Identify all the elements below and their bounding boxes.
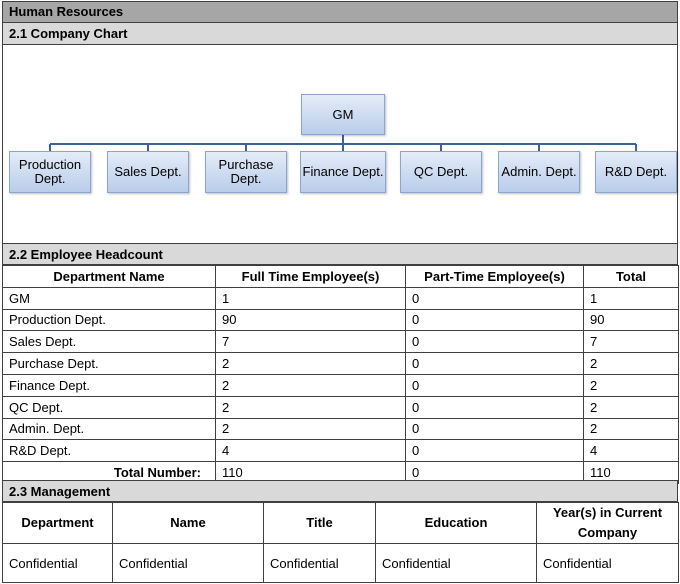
headcount-table [2, 265, 679, 484]
cell-department: Production Dept. [3, 309, 216, 331]
total-label: Total Number: [3, 462, 216, 484]
total-total: 110 [584, 462, 679, 484]
cell-part-time: 0 [406, 331, 584, 353]
total-part-time: 0 [406, 462, 584, 484]
org-box-finance: Finance Dept. [300, 151, 386, 193]
cell-title: Confidential [264, 544, 376, 583]
col-title: Title [264, 503, 376, 544]
cell-years: Confidential [537, 544, 679, 583]
management-heading: 2.3 Management [2, 480, 678, 502]
cell-full-time: 2 [216, 418, 406, 440]
org-box-production: Production Dept. [9, 151, 91, 193]
col-name: Name [113, 503, 264, 544]
cell-name: Confidential [113, 544, 264, 583]
org-box-purchase: Purchase Dept. [205, 151, 287, 193]
cell-department: Admin. Dept. [3, 418, 216, 440]
cell-part-time: 0 [406, 353, 584, 375]
org-box-admin: Admin. Dept. [498, 151, 580, 193]
cell-department: Purchase Dept. [3, 353, 216, 375]
col-total: Total [584, 266, 679, 288]
cell-department: R&D Dept. [3, 440, 216, 462]
cell-part-time: 0 [406, 396, 584, 418]
cell-total: 1 [584, 287, 679, 309]
cell-total: 2 [584, 374, 679, 396]
col-part-time: Part-Time Employee(s) [406, 266, 584, 288]
table-row [3, 353, 679, 375]
cell-full-time: 1 [216, 287, 406, 309]
cell-full-time: 4 [216, 440, 406, 462]
cell-total: 2 [584, 396, 679, 418]
cell-department: GM [3, 287, 216, 309]
cell-total: 7 [584, 331, 679, 353]
cell-part-time: 0 [406, 440, 584, 462]
cell-part-time: 0 [406, 374, 584, 396]
col-department: Department [3, 503, 113, 544]
org-box-qc: QC Dept. [400, 151, 482, 193]
cell-full-time: 2 [216, 396, 406, 418]
cell-department: QC Dept. [3, 396, 216, 418]
headcount-header-row [3, 266, 679, 288]
total-full-time: 110 [216, 462, 406, 484]
table-row [3, 440, 679, 462]
section-title: Human Resources [2, 1, 678, 23]
org-box-sales: Sales Dept. [107, 151, 189, 193]
table-row [3, 331, 679, 353]
org-box-gm: GM [301, 94, 385, 135]
col-full-time: Full Time Employee(s) [216, 266, 406, 288]
cell-department: Finance Dept. [3, 374, 216, 396]
cell-full-time: 2 [216, 374, 406, 396]
cell-total: 2 [584, 353, 679, 375]
cell-education: Confidential [376, 544, 537, 583]
cell-part-time: 0 [406, 418, 584, 440]
table-row [3, 418, 679, 440]
cell-total: 4 [584, 440, 679, 462]
cell-total: 90 [584, 309, 679, 331]
table-row [3, 287, 679, 309]
table-row [3, 544, 679, 583]
col-years-in-company: Year(s) in Current Company [537, 503, 679, 544]
cell-department: Confidential [3, 544, 113, 583]
cell-part-time: 0 [406, 287, 584, 309]
org-box-rnd: R&D Dept. [595, 151, 677, 193]
cell-full-time: 7 [216, 331, 406, 353]
table-row [3, 309, 679, 331]
col-department-name: Department Name [3, 266, 216, 288]
company-org-chart [2, 45, 678, 243]
management-table [2, 502, 679, 583]
org-chart-connectors [3, 45, 679, 243]
col-education: Education [376, 503, 537, 544]
management-header-row [3, 503, 679, 544]
cell-department: Sales Dept. [3, 331, 216, 353]
cell-total: 2 [584, 418, 679, 440]
cell-full-time: 2 [216, 353, 406, 375]
company-chart-heading: 2.1 Company Chart [2, 23, 678, 45]
table-row [3, 374, 679, 396]
cell-part-time: 0 [406, 309, 584, 331]
headcount-heading: 2.2 Employee Headcount [2, 243, 678, 265]
table-row [3, 396, 679, 418]
cell-full-time: 90 [216, 309, 406, 331]
